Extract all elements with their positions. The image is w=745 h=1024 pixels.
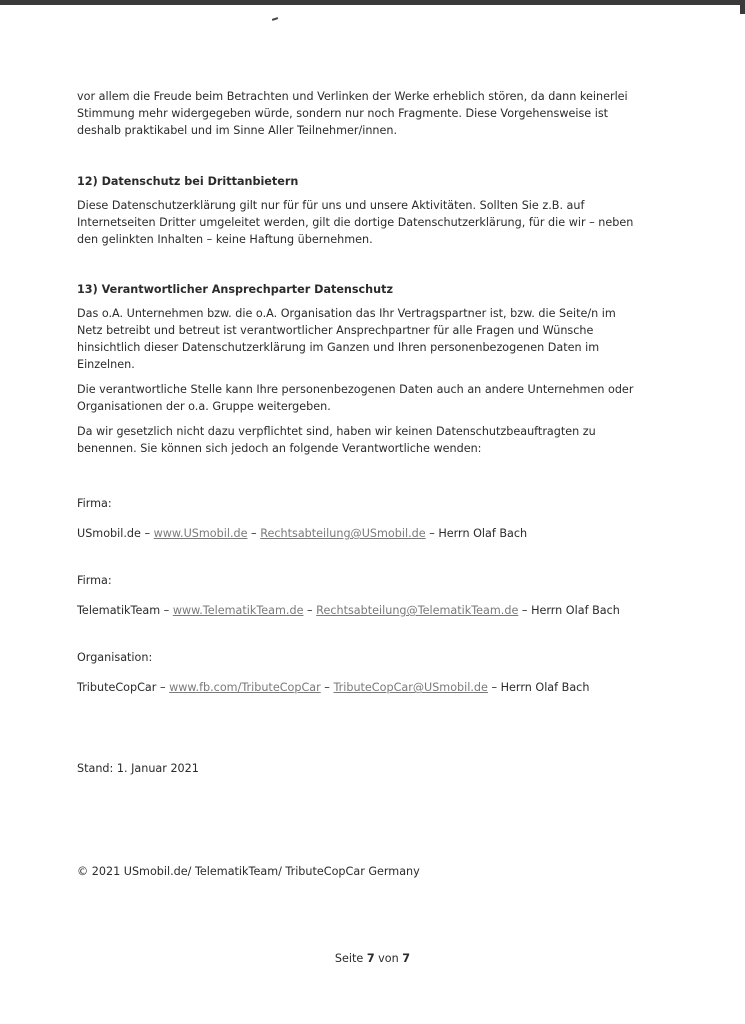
document-page bbox=[77, 88, 637, 880]
page-total: 7 bbox=[402, 952, 411, 965]
contact-2-name: TelematikTeam bbox=[77, 604, 161, 617]
page-current: 7 bbox=[366, 952, 375, 965]
contact-1-name: USmobil.de bbox=[77, 527, 141, 540]
contact-2-website-link[interactable]: www.TelematikTeam.de bbox=[172, 604, 304, 617]
copyright-notice: © 2021 USmobil.de/ TelematikTeam/ TributeCopCar Germany bbox=[77, 865, 420, 878]
contact-2-type-label: Firma: bbox=[77, 574, 112, 587]
contact-1-person: Herrn Olaf Bach bbox=[438, 527, 528, 540]
intro-paragraph: vor allem die Freude beim Betrachten und Verlinken der Werke erheblich stören, da dann keinerlei Stimmung mehr widergegeben würde, sondern nur noch Fragmente. Diese Vorgehensweise ist deshalb praktikabel und im Sinne Aller Teilnehmer/innen. bbox=[77, 90, 628, 137]
contact-2-email-link[interactable]: Rechtsabteilung@TelematikTeam.de bbox=[316, 604, 519, 617]
contact-3-line: TributeCopCar – www.fb.com/TributeCopCar – TributeCopCar@USmobil.de – Herrn Olaf Bach bbox=[77, 681, 590, 694]
contact-1-email-link[interactable]: Rechtsabteilung@USmobil.de bbox=[260, 527, 426, 540]
section-13-heading: 13) Verantwortlicher Ansprechparter Datenschutz bbox=[77, 283, 393, 296]
section-13-paragraph-3: Da wir gesetzlich nicht dazu verpflichtet sind, haben wir keinen Datenschutzbeauftragten zu benennen. Sie können sich jedoch an folgende Verantwortliche wenden: bbox=[77, 425, 596, 455]
contact-3-name: TributeCopCar bbox=[77, 681, 157, 694]
contact-3-website-link[interactable]: www.fb.com/TributeCopCar bbox=[169, 681, 321, 694]
contact-3-person: Herrn Olaf Bach bbox=[500, 681, 590, 694]
contact-1-line: USmobil.de – www.USmobil.de – Rechtsabteilung@USmobil.de – Herrn Olaf Bach bbox=[77, 527, 528, 540]
contact-3-type-label: Organisation: bbox=[77, 651, 153, 664]
contact-2-person: Herrn Olaf Bach bbox=[531, 604, 620, 617]
stand-date: Stand: 1. Januar 2021 bbox=[77, 762, 199, 775]
contact-1-type-label: Firma: bbox=[77, 497, 112, 510]
contact-1-website-link[interactable]: www.USmobil.de bbox=[153, 527, 248, 540]
section-13-paragraph-2: Die verantwortliche Stelle kann Ihre personenbezogenen Daten auch an andere Unternehmen oder Organisationen der o.a. Gruppe weitergeben. bbox=[77, 383, 634, 413]
scan-border-top bbox=[0, 0, 745, 5]
section-12-text: Diese Datenschutzerklärung gilt nur für für uns und unsere Aktivitäten. Sollten Sie z.B. auf Internetseiten Dritter umgeleitet werden, gilt die dortige Datenschutzerklärung, für die wir – neben den gelinkten Inhalten – keine Haftung übernehmen. bbox=[77, 199, 634, 246]
section-12-heading: 12) Datenschutz bei Drittanbietern bbox=[77, 175, 299, 188]
scan-speck bbox=[272, 17, 278, 21]
scan-border-corner bbox=[740, 0, 745, 14]
contact-2-line: TelematikTeam – www.TelematikTeam.de – Rechtsabteilung@TelematikTeam.de – Herrn Olaf Bach bbox=[77, 604, 620, 617]
page-number: Seite 7 von 7 bbox=[334, 952, 411, 965]
section-13-paragraph-1: Das o.A. Unternehmen bzw. die o.A. Organisation das Ihr Vertragspartner ist, bzw. die Seite/n im Netz betreibt und betreut ist verantwortlicher Ansprechpartner für alle Fragen und Wünsche hinsichtlich dieser Datenschutzerklärung im Ganzen und Ihren personenbezogenen Daten im Einzelnen. bbox=[77, 307, 616, 371]
contact-3-email-link[interactable]: TributeCopCar@USmobil.de bbox=[333, 681, 488, 694]
